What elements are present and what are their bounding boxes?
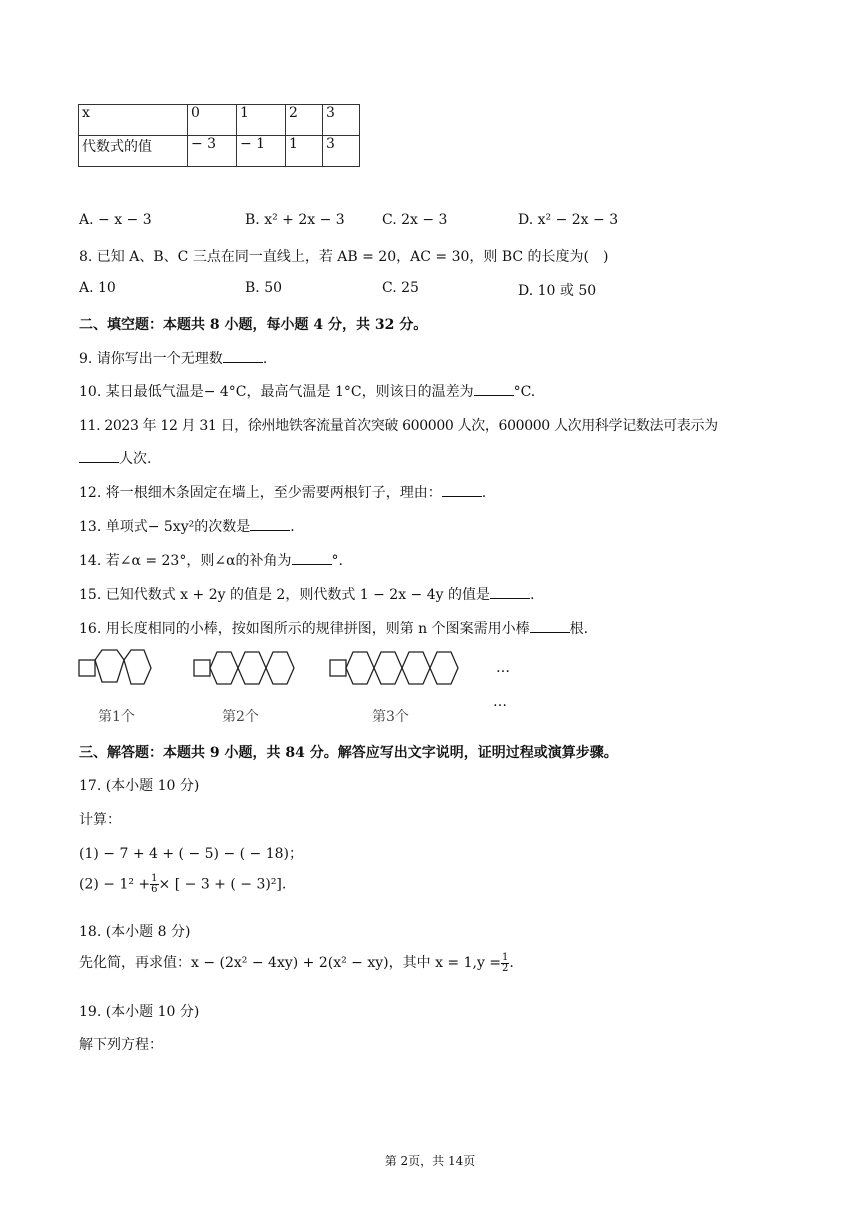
table-cell: 2	[286, 105, 323, 136]
q17-intro: 计算：	[79, 812, 121, 828]
q13	[79, 516, 295, 536]
answer-blank	[474, 383, 514, 396]
table-cell: 3	[323, 105, 360, 136]
table-cell: 代数式的值	[79, 136, 188, 167]
q17-part-2	[79, 874, 286, 895]
q11-continued	[79, 448, 151, 468]
pattern-3-shape	[330, 652, 458, 684]
table-cell: − 1	[237, 136, 286, 167]
table-cell: x	[79, 105, 188, 136]
q10-text: 10. 某日最低气温是− 4°C，最高气温是 1°C，则该日的温差为	[79, 384, 474, 400]
section-3-heading: 三、解答题：本题共 9 小题，共 84 分。解答应写出文字说明，证明过程或演算步骤。	[79, 745, 618, 761]
table-cell: 1	[237, 105, 286, 136]
q16-text: 16. 用长度相同的小棒，按如图所示的规律拼图，则第 n 个图案需用小棒	[79, 621, 530, 637]
stick-pattern-figure	[76, 648, 516, 690]
q9-tail: .	[262, 351, 268, 367]
table-cell: 3	[323, 136, 360, 167]
q8-option-c: C. 25	[382, 280, 419, 296]
fraction-numerator: 1	[502, 951, 509, 963]
q9	[79, 348, 267, 368]
fraction-denominator: 6	[151, 884, 158, 895]
q9-text: 9. 请你写出一个无理数	[79, 351, 223, 367]
q8-stem: 8. 已知 A、B、C 三点在同一直线上，若 AB = 20，AC = 30，则 BC 的长度为( )	[79, 249, 609, 265]
q10	[79, 381, 535, 401]
fraction-numerator: 1	[151, 873, 158, 884]
answer-blank	[490, 586, 530, 599]
q16	[79, 618, 588, 638]
fraction	[150, 874, 158, 895]
q14	[79, 550, 343, 570]
answer-blank	[442, 484, 482, 497]
q12-tail: .	[481, 485, 487, 501]
q17-part-2-a: (2) − 1² +	[79, 876, 151, 893]
q19-intro: 解下列方程：	[79, 1037, 163, 1053]
answer-blank	[530, 620, 570, 633]
answer-blank	[250, 518, 290, 531]
q15-tail: .	[530, 587, 535, 603]
q8-option-b: B. 50	[245, 280, 283, 296]
pattern-1-label: 第1个	[98, 709, 135, 725]
table-row	[79, 105, 360, 136]
q7-option-c: C. 2x − 3	[382, 212, 448, 228]
q14-text: 14. 若∠α = 23°，则∠α的补角为	[79, 553, 292, 569]
section-2-heading: 二、填空题：本题共 8 小题，每小题 4 分，共 32 分。	[79, 317, 428, 333]
q15-text: 15. 已知代数式 x + 2y 的值是 2，则代数式 1 − 2x − 4y 的值是	[79, 587, 491, 603]
q10-tail: °C.	[513, 384, 536, 400]
q12	[79, 482, 486, 502]
value-table	[78, 104, 360, 167]
q16-tail: 根.	[569, 621, 589, 637]
table-cell: − 3	[188, 136, 237, 167]
q7-option-d: D. x² − 2x − 3	[518, 212, 619, 228]
q18-text	[79, 952, 514, 974]
q13-text: 13. 单项式− 5xy²的次数是	[79, 519, 251, 535]
pattern-1-shape	[79, 650, 151, 684]
q18-heading: 18. (本小题 8 分)	[79, 924, 191, 940]
pattern-2-label: 第2个	[222, 709, 259, 725]
q7-option-a: A. − x − 3	[79, 212, 152, 228]
table-cell: 1	[286, 136, 323, 167]
q12-text: 12. 将一根细木条固定在墙上，至少需要两根钉子，理由：	[79, 485, 442, 501]
pattern-3-label: 第3个	[372, 709, 409, 725]
figure-ellipsis: …	[496, 660, 510, 676]
q18-tail: .	[509, 955, 514, 971]
q11-text: 11. 2023 年 12 月 31 日，徐州地铁客流量首次突破 600000 人次，600000 人次用科学记数法可表示为	[79, 418, 718, 434]
q15	[79, 584, 534, 604]
pattern-2-shape	[194, 652, 294, 684]
q13-tail: .	[290, 519, 295, 535]
q17-part-2-b: × [ − 3 + ( − 3)²].	[158, 876, 287, 893]
table-cell: 0	[188, 105, 237, 136]
q17-heading: 17. (本小题 10 分)	[79, 778, 200, 794]
q7-option-b: B. x² + 2x − 3	[245, 212, 345, 228]
q14-tail: °.	[331, 553, 343, 569]
fraction-denominator: 2	[502, 962, 509, 974]
answer-blank	[79, 450, 119, 463]
q11-tail: 人次.	[119, 451, 152, 467]
figure-ellipsis-2: …	[493, 694, 507, 710]
q19-heading: 19. (本小题 10 分)	[79, 1004, 200, 1020]
q17-part-1: (1) − 7 + 4 + ( − 5) − ( − 18)；	[79, 846, 303, 862]
q8-option-d: D. 10 或 50	[518, 283, 597, 299]
answer-blank	[292, 552, 332, 565]
answer-blank	[223, 350, 263, 363]
table-row	[79, 136, 360, 167]
q8-option-a: A. 10	[79, 280, 116, 296]
page-footer: 第 2页，共 14页	[384, 1154, 476, 1168]
q18-text-a: 先化简，再求值：x − (2x² − 4xy) + 2(x² − xy)，其中 x = 1,y =	[79, 955, 502, 971]
